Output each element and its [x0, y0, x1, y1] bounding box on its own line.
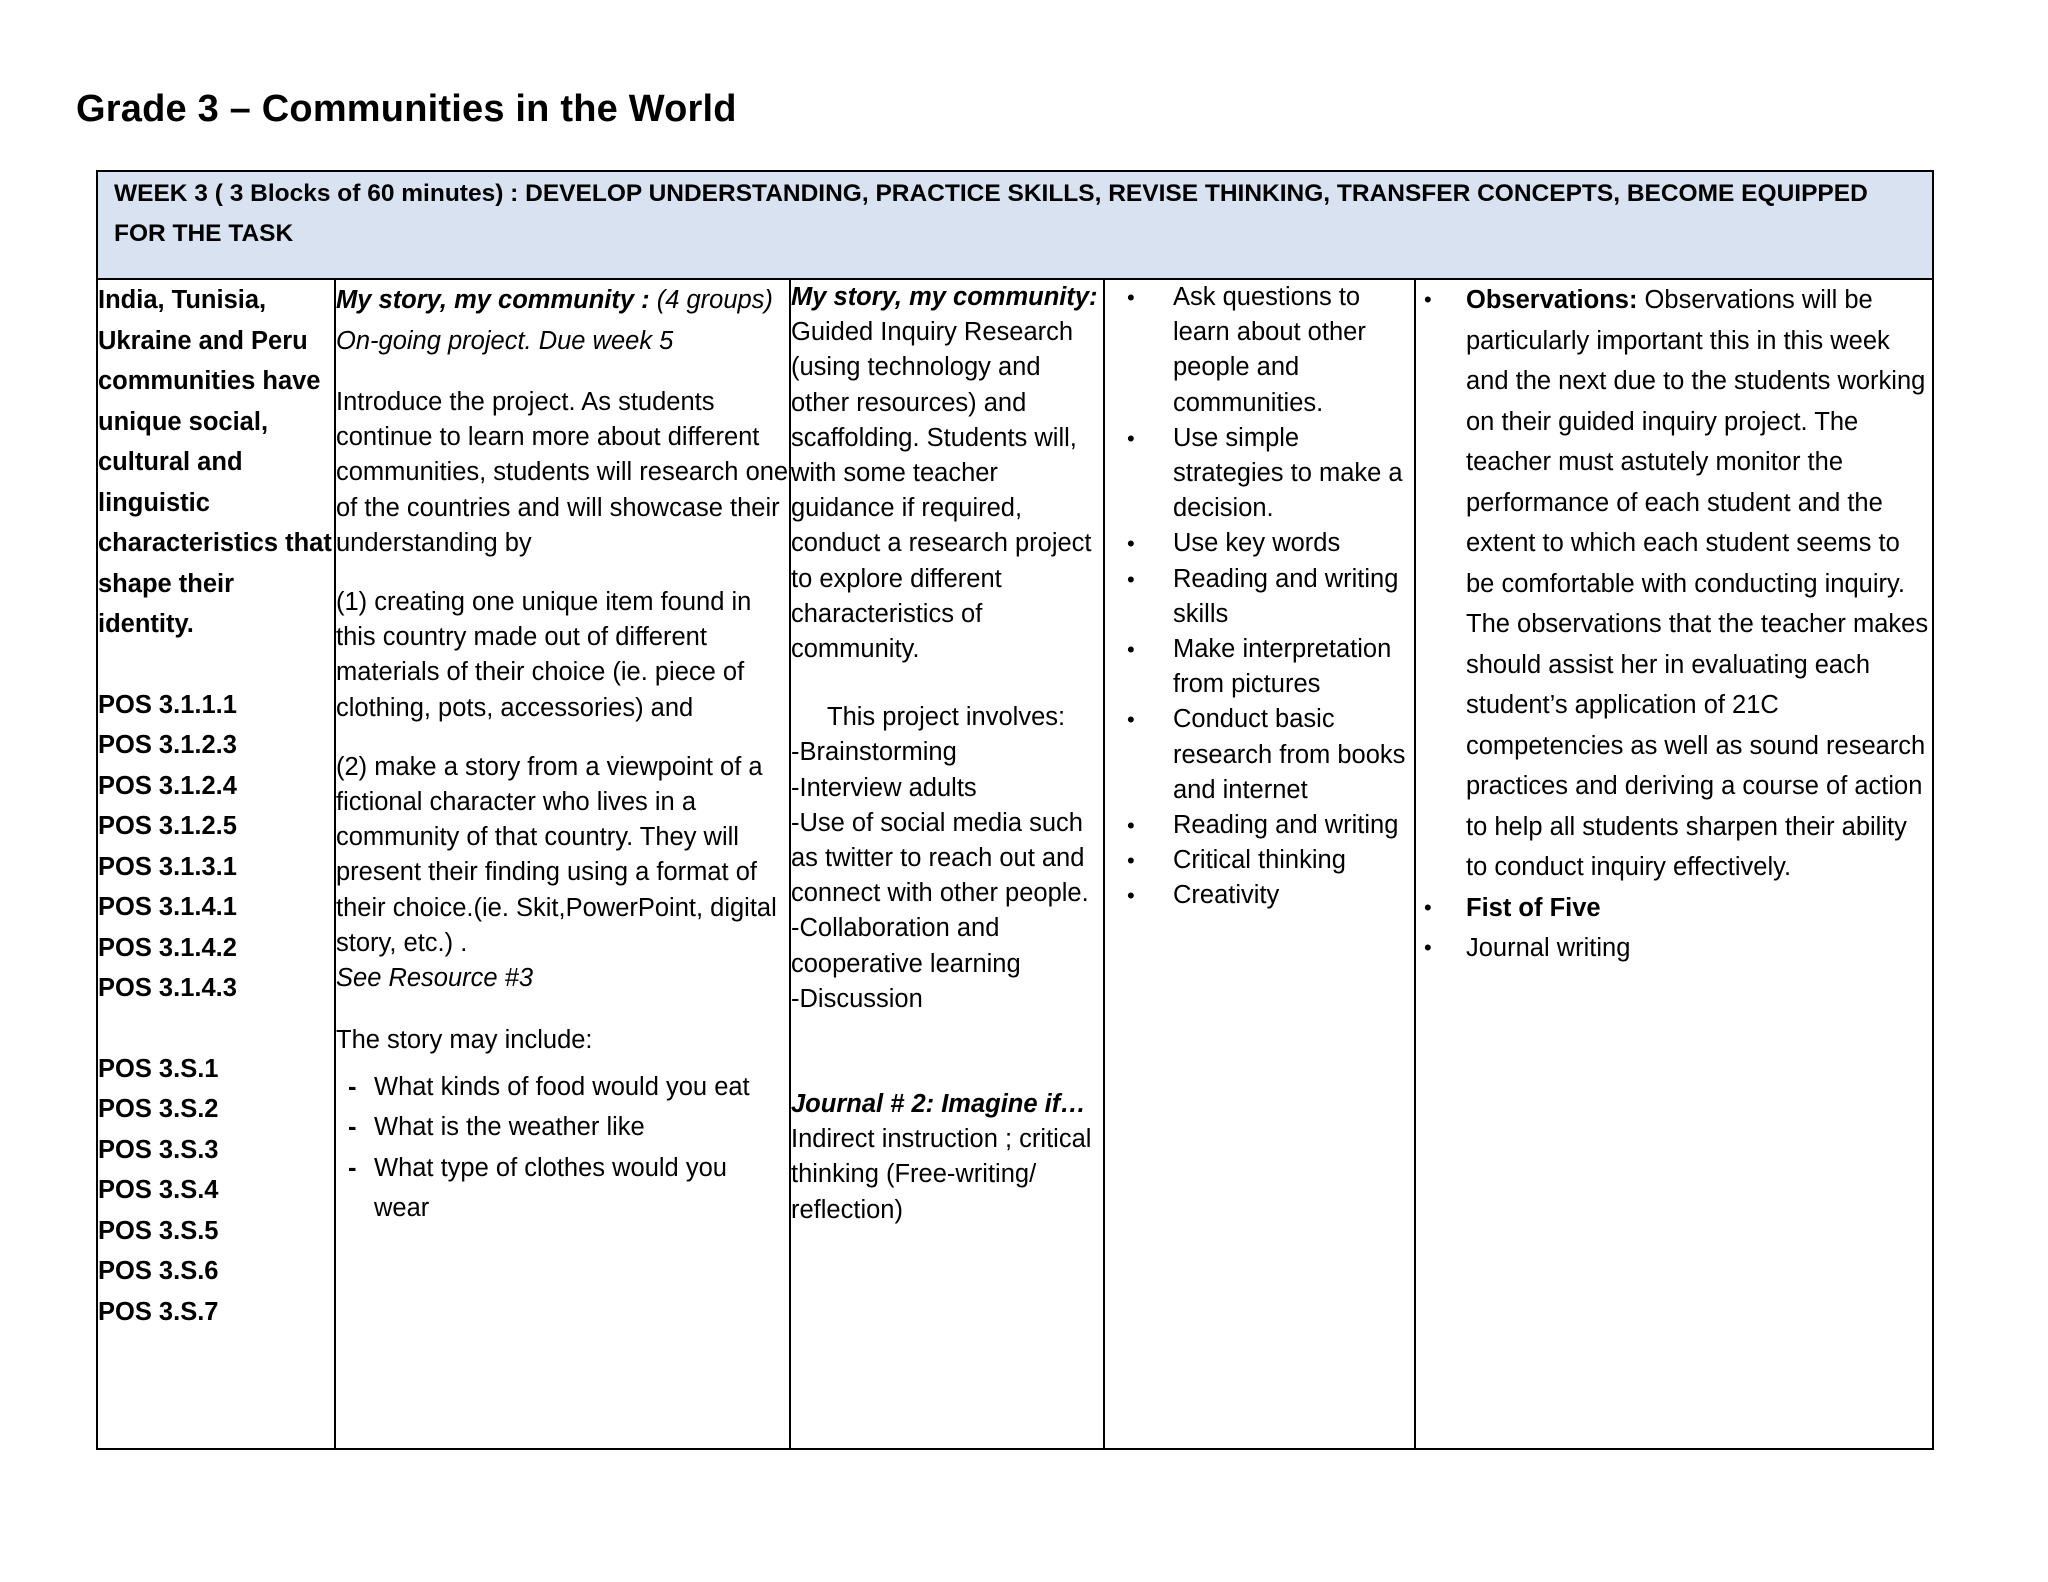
- unit-statement: India, Tunisia, Ukraine and Peru communities have unique social, cultural and linguistic characteristics that shape their identity.: [98, 286, 332, 638]
- project-step-2: (2) make a story from a viewpoint of a fictional character who lives in a community of that country. They will present their finding using a format of their choice.(ie. Skit,PowerPoint, digital story, etc.) . See Resource #3: [336, 752, 777, 993]
- pos-item: POS 3.1.4.3: [98, 974, 237, 1002]
- pos-item: POS 3.1.3.1: [98, 852, 237, 881]
- pos-item: POS 3.S.7: [98, 1297, 219, 1326]
- list-item: -Discussion: [791, 984, 923, 1013]
- pos-item: POS 3.S.2: [98, 1095, 219, 1123]
- list-item: • Make interpretation from pictures: [1105, 632, 1414, 702]
- list-item: • Journal writing: [1416, 928, 1932, 969]
- project-heading: My story, my community : (4 groups): [336, 286, 773, 314]
- pos-item: POS 3.S.5: [98, 1216, 219, 1245]
- list-item: -Brainstorming: [791, 738, 957, 767]
- inquiry-heading: My story, my community:: [791, 283, 1098, 311]
- list-item: • Fist of Five: [1416, 888, 1932, 929]
- project-cell: [335, 279, 790, 1449]
- list-item: • Use simple strategies to make a decision.: [1105, 421, 1414, 527]
- list-item: -Interview adults: [791, 773, 977, 802]
- bullet-icon: •: [1127, 285, 1135, 310]
- pos-item: POS 3.S.3: [98, 1135, 219, 1164]
- list-item: • Ask questions to learn about other people and communities.: [1105, 280, 1414, 421]
- pos-group-1: [98, 685, 334, 1009]
- bullet-icon: •: [1127, 637, 1135, 663]
- list-item: • Reading and writing: [1105, 808, 1414, 843]
- project-step-1: (1) creating one unique item found in this country made out of different materials of their choice (ie. piece of clothing, pots, accessories) and: [336, 588, 752, 722]
- list-item: • Observations: Observations will be particularly important this in this week and the next due to the students working on their guided inquiry project. The teacher must astutely monitor the performance of each student and the extent to which each student seems to be comfortable with conducting inquiry. The observations that the teacher makes should assist her in evaluating each student’s application of 21C competencies as well as sound research practices and deriving a course of action to help all students sharpen their ability to conduct inquiry effectively.: [1416, 280, 1932, 888]
- bullet-icon: •: [1424, 935, 1432, 960]
- pos-item: POS 3.1.1.1: [98, 690, 237, 719]
- pos-item: POS 3.1.2.5: [98, 812, 237, 840]
- story-intro: The story may include:: [336, 1026, 593, 1055]
- pos-item: POS 3.1.4.1: [98, 893, 237, 921]
- bullet-icon: •: [1127, 813, 1135, 839]
- pos-item: POS 3.S.6: [98, 1257, 219, 1285]
- list-item: • Reading and writing skills: [1105, 562, 1414, 632]
- project-intro: Introduce the project. As students continue to learn more about different communities, students will research one of the countries and will showcase their understanding by: [336, 388, 789, 557]
- bullet-icon: •: [1127, 566, 1135, 592]
- bullet-icon: •: [1127, 848, 1135, 874]
- list-item: -Collaboration and cooperative learning: [791, 914, 1021, 978]
- bullet-icon: •: [1127, 707, 1135, 733]
- assessment-list: [1416, 280, 1932, 969]
- story-list: [336, 1067, 789, 1229]
- pos-item: POS 3.1.2.3: [98, 731, 237, 759]
- assessment-cell: [1415, 279, 1933, 1449]
- pos-item: POS 3.S.4: [98, 1176, 219, 1204]
- skills-list: [1105, 280, 1414, 914]
- bullet-icon: •: [1127, 425, 1135, 451]
- skills-cell: [1104, 279, 1415, 1449]
- journal-heading: Journal # 2: Imagine if…: [791, 1090, 1086, 1119]
- pos-item: POS 3.S.1: [98, 1054, 219, 1083]
- page-title: Grade 3 – Communities in the World: [76, 88, 737, 130]
- involves-list: [791, 735, 1103, 1017]
- journal-text: Indirect instruction ; critical thinking (Free-writing/ reflection): [791, 1125, 1092, 1224]
- involves-heading: This project involves:: [827, 703, 1066, 732]
- pos-group-2: [98, 1049, 334, 1333]
- list-item: • Critical thinking: [1105, 843, 1414, 878]
- pos-item: POS 3.1.2.4: [98, 771, 237, 800]
- list-item: • Creativity: [1105, 878, 1414, 913]
- inquiry-cell: [790, 279, 1104, 1449]
- lesson-plan-table: [96, 170, 1934, 1450]
- week-header: WEEK 3 ( 3 Blocks of 60 minutes) : DEVELOP UNDERSTANDING, PRACTICE SKILLS, REVISE THINKING, TRANSFER CONCEPTS, BECOME EQUIPPED FOR THE TASK: [114, 180, 1868, 247]
- outcomes-cell: [97, 279, 335, 1449]
- resource-link: See Resource #3: [336, 964, 534, 993]
- list-item: • Use key words: [1105, 526, 1414, 561]
- list-item: -Use of social media such as twitter to reach out and connect with other people.: [791, 808, 1089, 908]
- bullet-icon: •: [1127, 883, 1135, 909]
- list-item: • Conduct basic research from books and internet: [1105, 702, 1414, 808]
- bullet-icon: •: [1424, 287, 1432, 312]
- list-item: - What kinds of food would you eat: [348, 1072, 750, 1101]
- bullet-icon: •: [1424, 894, 1432, 920]
- inquiry-text: Guided Inquiry Research (using technology and other resources) and scaffolding. Students will, with some teacher guidance if required, conduct a research project to explore different characteristics of community.: [791, 318, 1092, 664]
- list-item: - What is the weather like: [348, 1113, 645, 1142]
- week-header-cell: [97, 171, 1933, 279]
- project-due: On-going project. Due week 5: [336, 326, 674, 355]
- bullet-icon: •: [1127, 531, 1135, 557]
- pos-item: POS 3.1.4.2: [98, 933, 237, 962]
- list-item: - What type of clothes would you wear: [348, 1153, 727, 1223]
